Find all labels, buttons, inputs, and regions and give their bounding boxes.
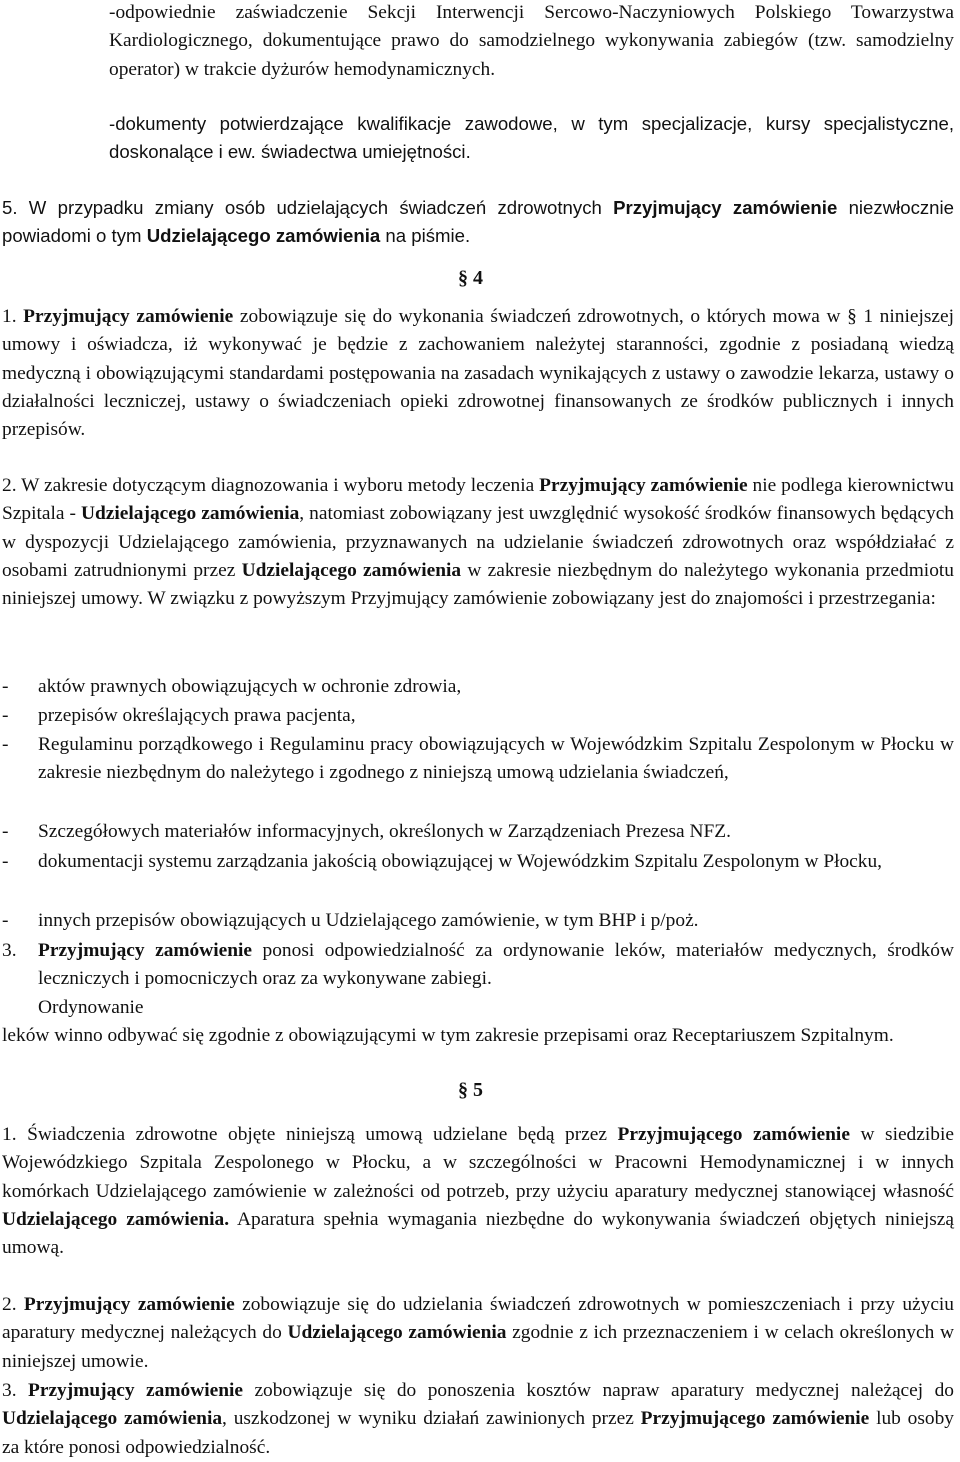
point-5-text-3: na piśmie. <box>385 225 471 247</box>
section-4-point-3 <box>2 937 954 1022</box>
section-5-heading: § 5 <box>458 1079 483 1101</box>
list-item-text: innych przepisów obowiązujących u Udzielającego zamówienie, w tym BHP i p/poż. <box>38 910 699 931</box>
point-number: 1. <box>2 306 17 327</box>
point-1-text-1: Świadczenia zdrowotne objęte niniejszą umową udzielane będą przez <box>27 1124 607 1145</box>
list-item <box>2 673 954 701</box>
point-3-text-1: ponosi odpowiedzialność za ordynowanie leków, materiałów medycznych, środków leczniczych i pomocniczych oraz za wykonywane zabiegi. <box>38 940 954 990</box>
point-number: 2. <box>2 1294 17 1315</box>
section-4-point-3-continuation <box>2 1022 954 1050</box>
point-1-text: zobowiązuje się do wykonania świadczeń zdrowotnych, o których mowa w § 1 niniejszej umowy i oświadcza, iż wykonywać je będzie z zachowaniem należytej staranności, zgodnie z posiadaną wiedzą medyczną i obowiązującymi standardami postępowania na zasadach wynikających z ustawy o zawodzie lekarza, ustawy o działalności leczniczej, ustawy o świadczeniach opieki zdrowotnej finansowanych ze środków publicznych i innych przepisów. <box>2 306 954 441</box>
point-1-text-2: w siedzibie Wojewódzkiego Szpitala Zespolonego w Płocku, a w szczególności w Pracowni Hemodynamicznej i w innych komórkach Udzielającego zamówienie w zależności od potrzeb, przy użyciu aparatury medycznej stanowiącej własność <box>2 1124 954 1202</box>
point-2-text-2: nie podlega kierownictwu Szpitala - <box>2 475 954 525</box>
list-item <box>2 702 954 730</box>
point-5-bold-1: Przyjmujący zamówienie <box>613 197 838 218</box>
point-2-text-4: w zakresie niezbędnym do należytego wykonania przedmiotu niniejszej umowy. W związku z powyższym Przyjmujący zamówienie zobowiązany jest do znajomości i przestrzegania: <box>2 559 954 610</box>
point-3-text-2: , uszkodzonej w wyniku działań zawinionych przez <box>222 1408 634 1430</box>
point-3-text-1: zobowiązuje się do ponoszenia kosztów napraw aparatury medycznej należącej do <box>254 1380 954 1401</box>
section-4-heading: § 4 <box>458 267 483 289</box>
point-number: 2. <box>2 475 17 496</box>
point-3-text-3: leków winno odbywać się zgodnie z obowiązującymi w tym zakresie przepisami oraz Receptariuszem Szpitalnym. <box>2 1025 894 1046</box>
list-item-text: Szczegółowych materiałów informacyjnych, określonych w Zarządzeniach Prezesa NFZ. <box>38 821 731 842</box>
list-dash: - <box>2 705 9 726</box>
point-5-paragraph <box>2 194 954 251</box>
point-5-bold-2: Udzielającego zamówienia <box>146 225 381 247</box>
point-3-bold-1: Przyjmujący zamówienie <box>28 1380 243 1401</box>
point-1-bold-1: Przyjmującego zamówienie <box>617 1124 850 1145</box>
point-2-bold-3: Udzielającego zamówienia <box>241 559 462 581</box>
list-item <box>2 848 954 876</box>
list-item <box>2 818 954 846</box>
point-1-bold-2: Udzielającego zamówienia. <box>2 1208 230 1230</box>
point-2-bold-1: Przyjmujący zamówienie <box>539 475 748 496</box>
section-5-point-1 <box>2 1121 954 1262</box>
certificate-text: -odpowiednie zaświadczenie Sekcji Interwencji Sercowo-Naczyniowych Polskiego Towarzystwa Kardiologicznego, dokumentujące prawo do samodzielnego wykonywania zabiegów (tzw. samodzielny operator) w trakcie dyżurów hemodynamicznych. <box>109 2 954 80</box>
list-item <box>2 907 954 935</box>
list-item-text: Regulaminu porządkowego i Regulaminu pracy obowiązujących w Wojewódzkim Szpitalu Zespolonym w Płocku w zakresie niezbędnym do należytego i zgodnego z niniejszą umową udzielania świadczeń, <box>38 734 954 784</box>
point-number: 3. <box>2 940 17 961</box>
point-3-text-2: Ordynowanie <box>38 996 144 1018</box>
point-3-bold-3: Przyjmującego zamówienie <box>640 1408 870 1430</box>
point-1-text-3: Aparatura spełnia wymagania niezbędne do wykonywania świadczeń objętych niniejszą umową. <box>2 1208 955 1259</box>
certificate-paragraph <box>2 0 954 84</box>
list-item-text: dokumentacji systemu zarządzania jakością obowiązującej w Wojewódzkim Szpitalu Zespolonym w Płocku, <box>38 851 883 872</box>
point-2-bold-2: Udzielającego zamówienia <box>287 1322 507 1344</box>
list-dash: - <box>2 851 9 872</box>
section-4-point-2 <box>2 472 954 613</box>
point-5-text-2: niezwłocznie powiadomi o tym <box>2 197 954 247</box>
point-1-bold: Przyjmujący zamówienie <box>23 306 234 327</box>
point-number: 3. <box>2 1380 17 1401</box>
section-4-point-1 <box>2 303 954 444</box>
list-item-text: przepisów określających prawa pacjenta, <box>38 705 356 726</box>
section-5-point-2 <box>2 1291 954 1376</box>
list-dash: - <box>2 676 9 697</box>
point-number: 1. <box>2 1124 17 1145</box>
point-2-bold-2: Udzielającego zamówienia <box>81 503 300 525</box>
list-item-text: aktów prawnych obowiązujących w ochronie zdrowia, <box>38 676 462 697</box>
list-dash: - <box>2 821 9 842</box>
point-2-bold-1: Przyjmujący zamówienie <box>23 1294 235 1315</box>
list-item <box>2 731 954 788</box>
point-2-text-2: zgodnie z ich przeznaczeniem i w celach określonych w niniejszej umowie. <box>2 1322 954 1372</box>
point-2-text-1: zobowiązuje się do udzielania świadczeń zdrowotnych w pomieszczeniach i przy użyciu aparatury medycznej należących do <box>2 1294 955 1344</box>
point-3-text-3: lub osoby za które ponosi odpowiedzialność. <box>2 1408 954 1458</box>
point-3-bold-2: Udzielającego zamówienia <box>2 1408 223 1430</box>
list-dash: - <box>2 910 9 931</box>
point-3-bold: Przyjmujący zamówienie <box>38 940 253 961</box>
point-number: 5. <box>2 197 18 218</box>
section-5-point-3 <box>2 1377 954 1462</box>
qualifications-text: -dokumenty potwierdzające kwalifikacje zawodowe, w tym specjalizacje, kursy specjalistyczne, doskonalące i ew. świadectwa umiejętności. <box>109 113 954 163</box>
point-2-text-1: W zakresie dotyczącym diagnozowania i wyboru metody leczenia <box>21 475 535 496</box>
list-dash: - <box>2 734 9 755</box>
point-5-text-1: W przypadku zmiany osób udzielających świadczeń zdrowotnych <box>28 197 602 218</box>
point-2-text-3: , natomiast zobowiązany jest uwzględnić wysokość środków finansowych będących w dyspozycji Udzielającego zamówienia, przyznawanych na udzielanie świadczeń zdrowotnych oraz współdziałać z osobami zatrudnionymi przez <box>2 503 954 581</box>
qualifications-paragraph <box>2 110 954 167</box>
